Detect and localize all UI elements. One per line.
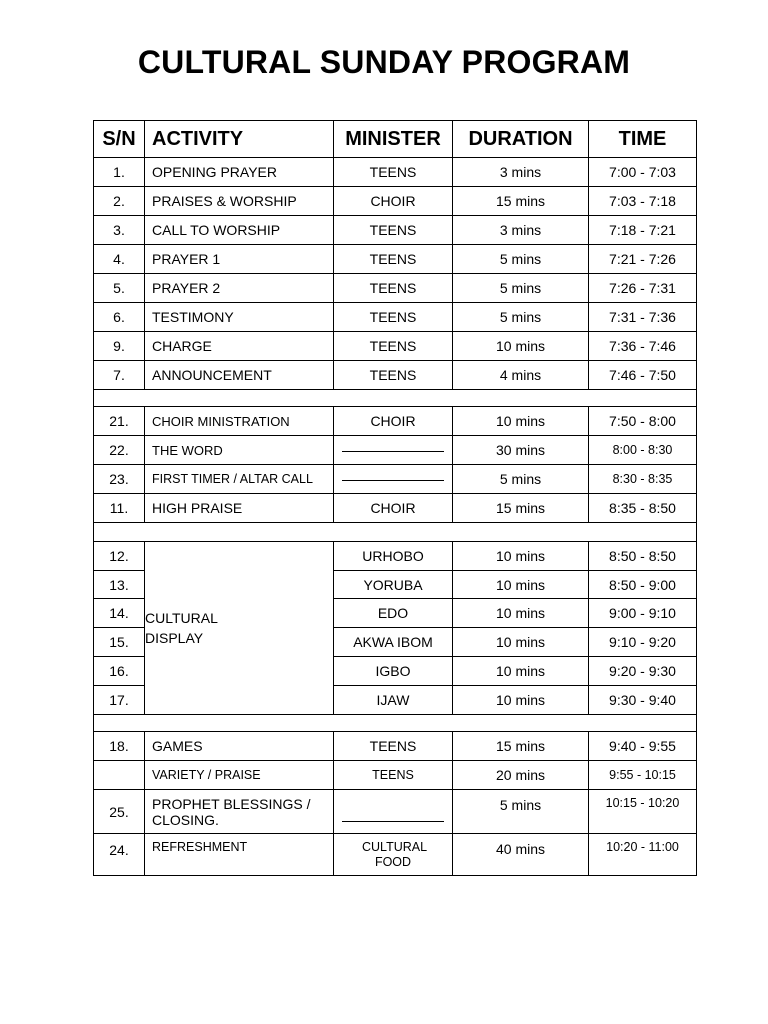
row-activity: PRAISES & WORSHIP — [145, 187, 334, 216]
row-duration: 5 mins — [453, 303, 589, 332]
program-table — [93, 120, 697, 876]
header-activity: ACTIVITY — [145, 121, 334, 158]
row-minister-blank — [334, 465, 453, 494]
spacer-row — [94, 715, 697, 732]
row-sn: 12. — [94, 542, 145, 571]
table-row — [94, 274, 697, 303]
table-row — [94, 245, 697, 274]
row-activity: OPENING PRAYER — [145, 158, 334, 187]
header-time: TIME — [589, 121, 697, 158]
row-sn: 9. — [94, 332, 145, 361]
table-header-row — [94, 121, 697, 158]
row-time: 7:18 - 7:21 — [589, 216, 697, 245]
row-time: 7:03 - 7:18 — [589, 187, 697, 216]
row-time: 9:20 - 9:30 — [589, 657, 697, 686]
row-sn: 14. — [94, 599, 145, 628]
row-time: 10:15 - 10:20 — [589, 790, 697, 834]
row-minister: TEENS — [334, 303, 453, 332]
row-minister: URHOBO — [334, 542, 453, 571]
row-sn: 1. — [94, 158, 145, 187]
table-row — [94, 332, 697, 361]
row-time: 7:26 - 7:31 — [589, 274, 697, 303]
row-activity: FIRST TIMER / ALTAR CALL — [145, 465, 334, 494]
row-duration: 15 mins — [453, 494, 589, 523]
blank-line — [342, 451, 444, 452]
table-row — [94, 407, 697, 436]
row-time: 8:30 - 8:35 — [589, 465, 697, 494]
table-row — [94, 732, 697, 761]
row-minister: TEENS — [334, 732, 453, 761]
row-duration: 10 mins — [453, 657, 589, 686]
row-duration: 20 mins — [453, 761, 589, 790]
table-row — [94, 790, 697, 834]
row-sn: 13. — [94, 571, 145, 599]
row-duration: 10 mins — [453, 332, 589, 361]
row-time: 9:00 - 9:10 — [589, 599, 697, 628]
row-activity: ANNOUNCEMENT — [145, 361, 334, 390]
table-row — [94, 158, 697, 187]
row-sn: 4. — [94, 245, 145, 274]
header-sn: S/N — [94, 121, 145, 158]
table-row — [94, 436, 697, 465]
table-row — [94, 303, 697, 332]
row-activity: HIGH PRAISE — [145, 494, 334, 523]
row-duration: 5 mins — [453, 790, 589, 834]
row-activity: TESTIMONY — [145, 303, 334, 332]
row-time: 9:10 - 9:20 — [589, 628, 697, 657]
table-row — [94, 542, 697, 571]
cultural-display-label: CULTURAL DISPLAY — [145, 542, 334, 715]
row-sn: 25. — [94, 790, 145, 834]
row-duration: 10 mins — [453, 542, 589, 571]
row-activity: CALL TO WORSHIP — [145, 216, 334, 245]
row-time: 8:50 - 8:50 — [589, 542, 697, 571]
row-duration: 15 mins — [453, 187, 589, 216]
row-minister-blank — [334, 790, 453, 834]
row-sn: 24. — [94, 834, 145, 876]
row-duration: 10 mins — [453, 571, 589, 599]
page-title: CULTURAL SUNDAY PROGRAM — [137, 44, 631, 80]
row-activity: CHOIR MINISTRATION — [145, 407, 334, 436]
row-time: 7:46 - 7:50 — [589, 361, 697, 390]
row-activity: PRAYER 2 — [145, 274, 334, 303]
table-row — [94, 216, 697, 245]
row-minister: TEENS — [334, 332, 453, 361]
row-duration: 5 mins — [453, 245, 589, 274]
row-activity: GAMES — [145, 732, 334, 761]
row-time: 10:20 - 11:00 — [589, 834, 697, 876]
row-sn: 2. — [94, 187, 145, 216]
row-duration: 5 mins — [453, 465, 589, 494]
row-time: 9:30 - 9:40 — [589, 686, 697, 715]
table-row — [94, 187, 697, 216]
row-time: 8:00 - 8:30 — [589, 436, 697, 465]
row-sn: 15. — [94, 628, 145, 657]
row-duration: 3 mins — [453, 158, 589, 187]
row-sn: 16. — [94, 657, 145, 686]
blank-line — [342, 821, 444, 822]
row-sn: 22. — [94, 436, 145, 465]
table-row — [94, 465, 697, 494]
table-row — [94, 361, 697, 390]
row-duration: 4 mins — [453, 361, 589, 390]
row-minister: TEENS — [334, 761, 453, 790]
row-minister: EDO — [334, 599, 453, 628]
blank-line — [342, 480, 444, 481]
row-minister: IGBO — [334, 657, 453, 686]
row-sn: 5. — [94, 274, 145, 303]
row-time: 7:00 - 7:03 — [589, 158, 697, 187]
header-minister: MINISTER — [334, 121, 453, 158]
row-time: 7:36 - 7:46 — [589, 332, 697, 361]
row-duration: 30 mins — [453, 436, 589, 465]
row-sn: 17. — [94, 686, 145, 715]
row-activity: REFRESHMENT — [145, 834, 334, 876]
row-duration: 3 mins — [453, 216, 589, 245]
table-row — [94, 494, 697, 523]
row-time: 9:40 - 9:55 — [589, 732, 697, 761]
row-minister-blank — [334, 436, 453, 465]
row-minister: CHOIR — [334, 187, 453, 216]
row-sn — [94, 761, 145, 790]
row-activity: PROPHET BLESSINGS / CLOSING. — [145, 790, 334, 834]
row-sn: 7. — [94, 361, 145, 390]
row-minister: TEENS — [334, 158, 453, 187]
row-duration: 40 mins — [453, 834, 589, 876]
row-activity: VARIETY / PRAISE — [145, 761, 334, 790]
row-duration: 5 mins — [453, 274, 589, 303]
row-minister: YORUBA — [334, 571, 453, 599]
row-time: 8:50 - 9:00 — [589, 571, 697, 599]
row-time: 8:35 - 8:50 — [589, 494, 697, 523]
row-minister: CHOIR — [334, 494, 453, 523]
row-time: 7:21 - 7:26 — [589, 245, 697, 274]
row-minister: IJAW — [334, 686, 453, 715]
row-activity: PRAYER 1 — [145, 245, 334, 274]
row-minister: TEENS — [334, 274, 453, 303]
header-duration: DURATION — [453, 121, 589, 158]
row-activity: THE WORD — [145, 436, 334, 465]
row-duration: 10 mins — [453, 686, 589, 715]
row-minister: TEENS — [334, 361, 453, 390]
row-sn: 3. — [94, 216, 145, 245]
row-minister: TEENS — [334, 245, 453, 274]
table-row — [94, 761, 697, 790]
row-sn: 18. — [94, 732, 145, 761]
row-sn: 6. — [94, 303, 145, 332]
spacer-row — [94, 390, 697, 407]
table-row — [94, 834, 697, 876]
row-sn: 11. — [94, 494, 145, 523]
row-time: 7:50 - 8:00 — [589, 407, 697, 436]
row-minister: AKWA IBOM — [334, 628, 453, 657]
row-minister: TEENS — [334, 216, 453, 245]
row-sn: 23. — [94, 465, 145, 494]
row-activity: CHARGE — [145, 332, 334, 361]
row-sn: 21. — [94, 407, 145, 436]
row-duration: 10 mins — [453, 407, 589, 436]
row-minister: CHOIR — [334, 407, 453, 436]
row-duration: 10 mins — [453, 599, 589, 628]
row-duration: 15 mins — [453, 732, 589, 761]
spacer-row — [94, 523, 697, 542]
row-minister: CULTURAL FOOD — [334, 834, 453, 876]
row-time: 9:55 - 10:15 — [589, 761, 697, 790]
row-time: 7:31 - 7:36 — [589, 303, 697, 332]
row-duration: 10 mins — [453, 628, 589, 657]
